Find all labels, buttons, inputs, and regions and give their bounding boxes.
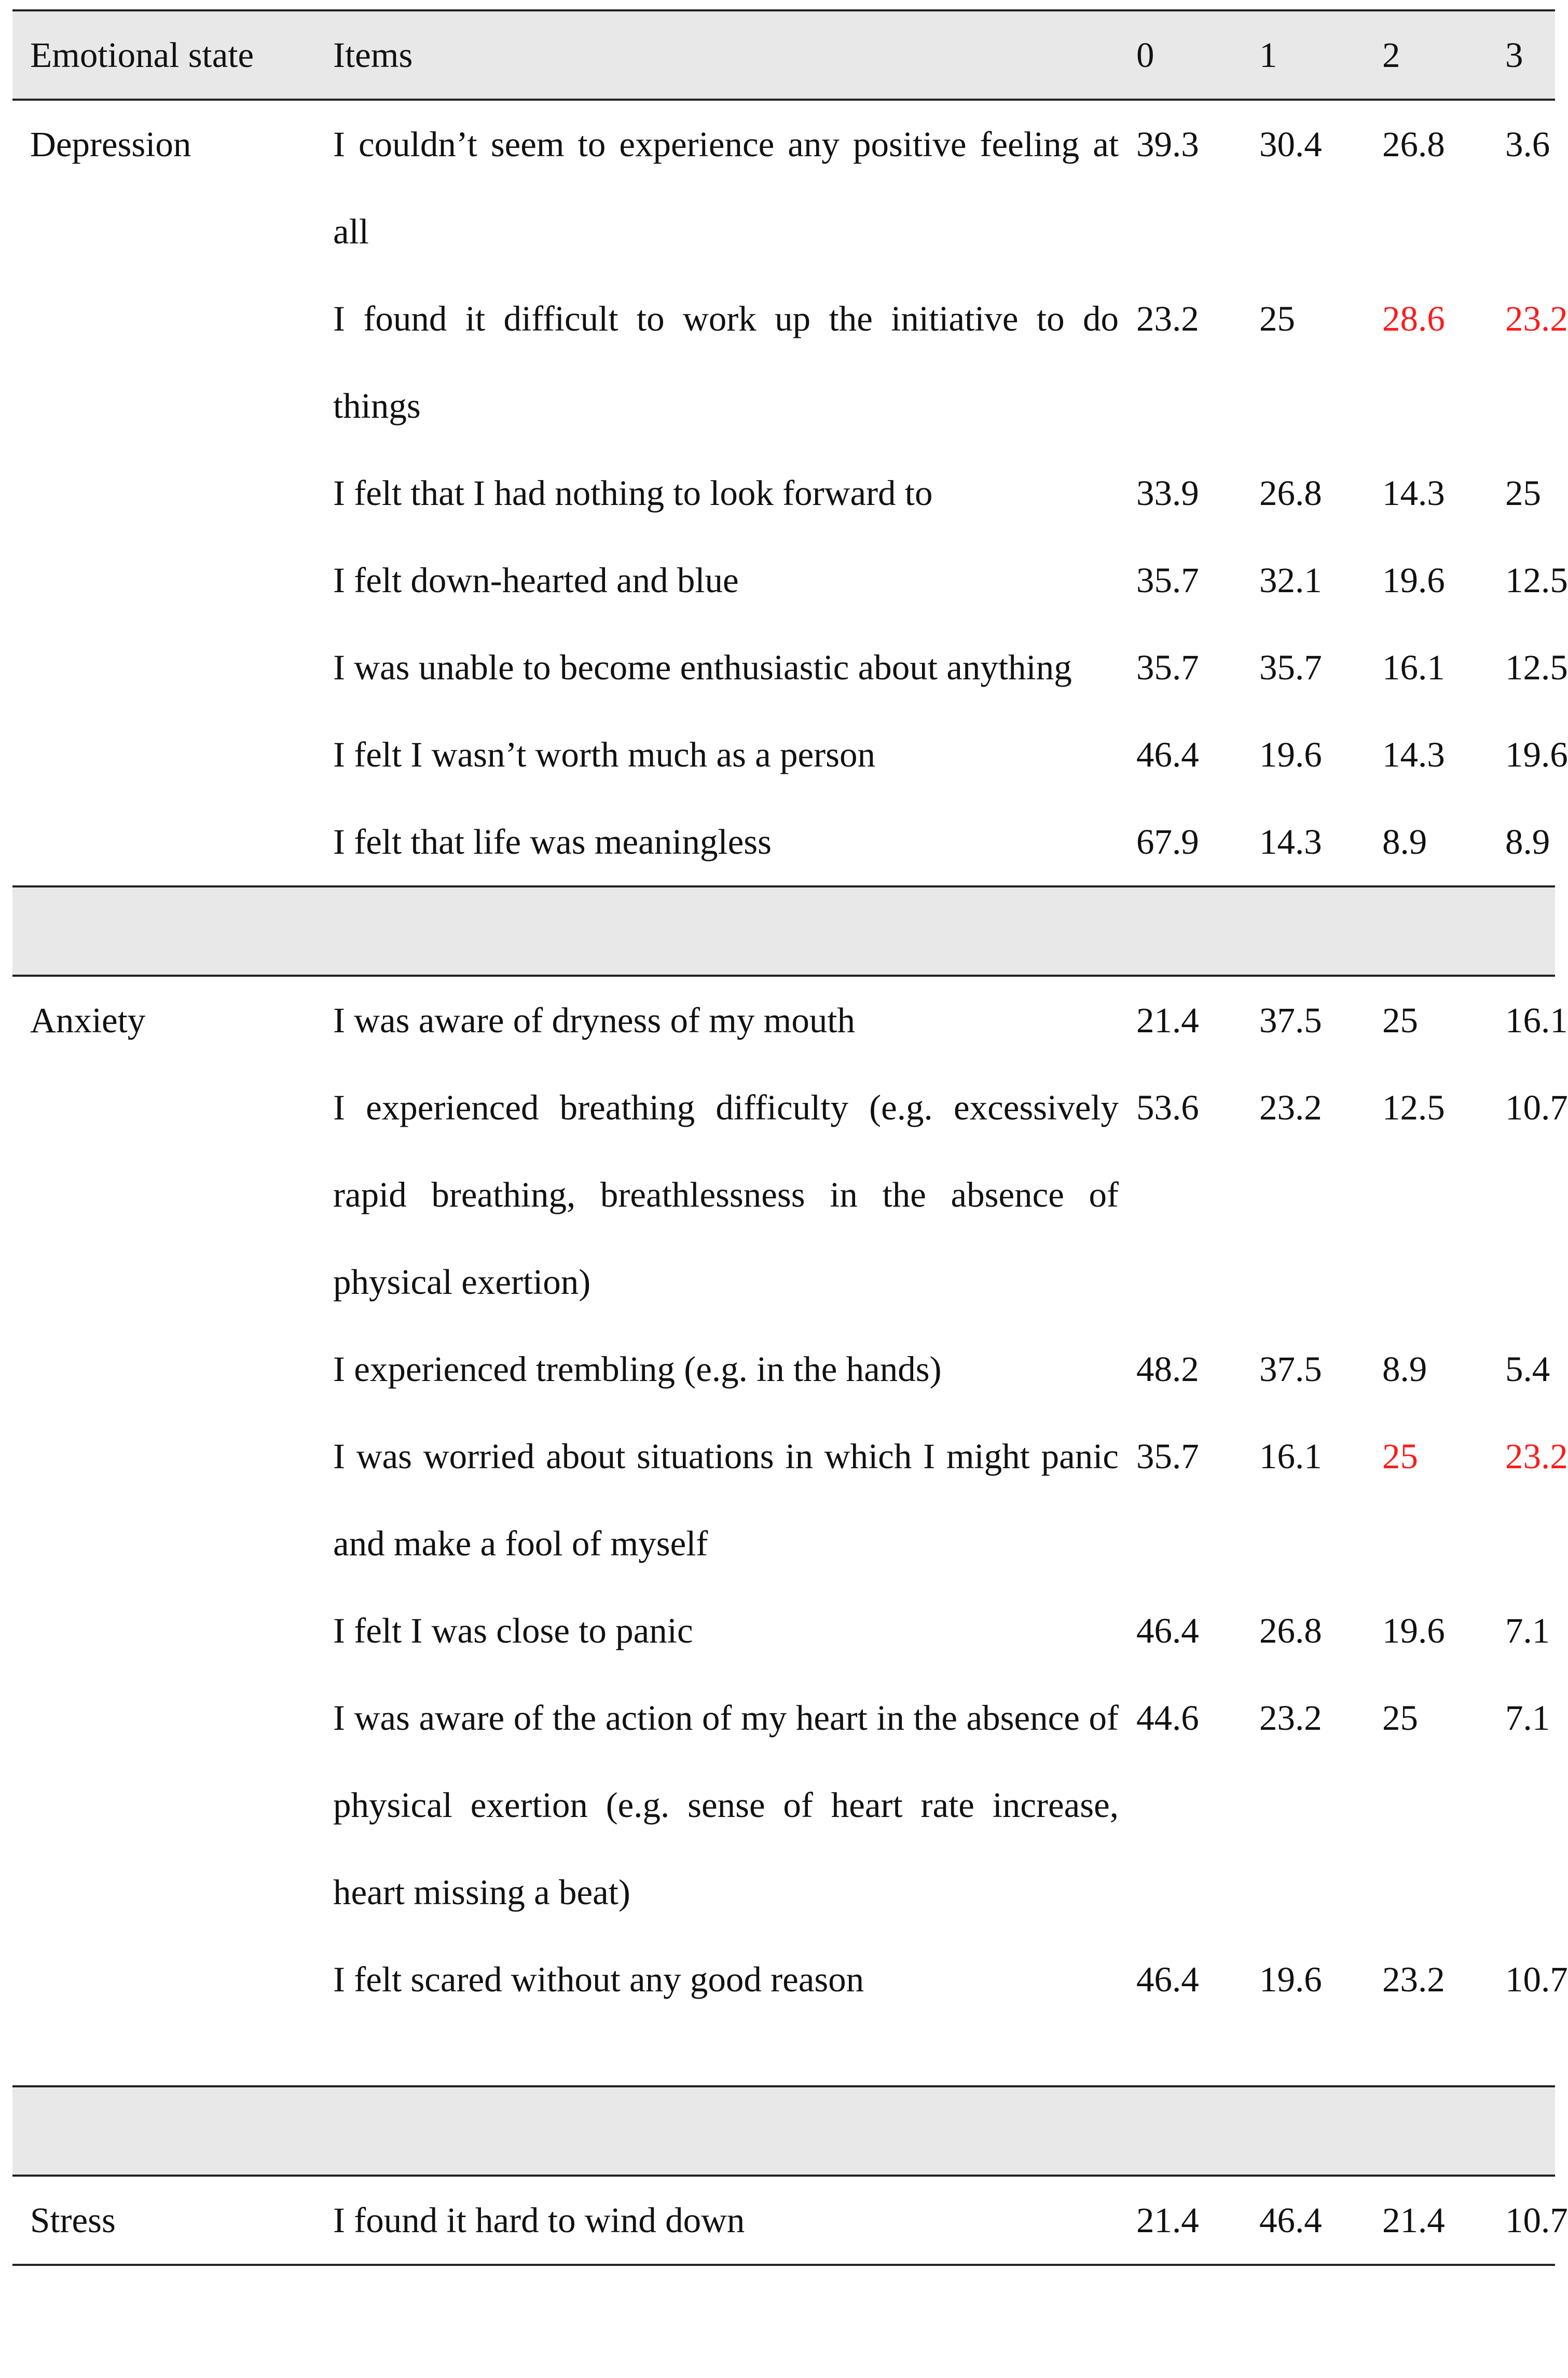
emotional-state-cell	[12, 1413, 333, 1587]
score-0-cell: 67.9	[1136, 822, 1199, 862]
table-body	[12, 100, 1568, 2265]
score-0-cell: 35.7	[1136, 648, 1199, 687]
score-0-cell: 46.4	[1136, 1611, 1199, 1650]
table-row	[12, 1064, 1555, 1325]
item-text: I felt scared without any good reason	[333, 1960, 864, 1999]
table-row	[12, 711, 1555, 798]
separator-cell	[12, 2086, 333, 2176]
spacer-row	[12, 2023, 1555, 2086]
emotional-state-cell: Stress	[12, 2176, 333, 2265]
table-row	[12, 1325, 1555, 1413]
spacer-cell	[1259, 2023, 1382, 2086]
table-row	[12, 2176, 1555, 2265]
item-text: I was unable to become enthusiastic about anything	[333, 648, 1072, 687]
score-0-cell: 44.6	[1136, 1698, 1199, 1738]
score-3-cell: 10.7	[1505, 2176, 1555, 2265]
header-score-3: 3	[1505, 10, 1555, 100]
table-row	[12, 449, 1555, 537]
score-0-cell: 39.3	[1136, 125, 1199, 164]
separator-cell	[1136, 2086, 1259, 2176]
score-2-cell: 8.9	[1382, 822, 1427, 862]
score-2-cell: 16.1	[1382, 648, 1445, 687]
emotional-state-cell	[12, 1325, 333, 1413]
score-2-cell: 25	[1382, 1698, 1418, 1738]
score-3-cell: 12.5	[1505, 561, 1568, 600]
spacer-cell	[1505, 2023, 1555, 2086]
item-text: I felt that I had nothing to look forward to	[333, 473, 933, 513]
header-score-2: 2	[1382, 10, 1505, 100]
emotional-state-cell	[12, 1587, 333, 1674]
score-1-cell: 26.8	[1259, 1611, 1322, 1650]
score-1-cell: 37.5	[1259, 1001, 1322, 1040]
score-3-cell: 7.1	[1505, 1611, 1550, 1650]
score-0-cell: 46.4	[1136, 735, 1199, 774]
score-1-cell: 25	[1259, 299, 1295, 338]
score-3-cell: 3.6	[1505, 125, 1550, 164]
score-1-cell: 46.4	[1259, 2176, 1382, 2265]
score-1-cell: 16.1	[1259, 1437, 1322, 1476]
score-2-cell: 14.3	[1382, 473, 1445, 513]
table-row	[12, 624, 1555, 711]
score-1-cell: 23.2	[1259, 1088, 1322, 1127]
table-row	[12, 1587, 1555, 1674]
score-2-cell: 21.4	[1382, 2176, 1505, 2265]
separator-cell	[1505, 886, 1555, 976]
score-0-cell: 33.9	[1136, 473, 1199, 513]
separator-cell	[1505, 2086, 1555, 2176]
score-2-cell: 23.2	[1382, 1960, 1445, 1999]
spacer-cell	[1136, 2023, 1259, 2086]
separator-cell	[333, 886, 1136, 976]
score-3-cell: 25	[1505, 473, 1541, 513]
score-1-cell: 32.1	[1259, 561, 1322, 600]
table-row	[12, 1674, 1555, 1936]
score-2-cell: 26.8	[1382, 125, 1445, 164]
score-3-cell: 19.6	[1505, 735, 1568, 774]
emotional-state-cell	[12, 798, 333, 886]
score-2-cell: 14.3	[1382, 735, 1445, 774]
score-1-cell: 30.4	[1259, 125, 1322, 164]
separator-cell	[1259, 886, 1382, 976]
item-text: I couldn’t seem to experience any positive feeling at all	[333, 125, 1119, 251]
table-row	[12, 798, 1555, 886]
score-2-cell: 25	[1382, 1437, 1418, 1476]
table-row	[12, 275, 1555, 449]
header-score-0: 0	[1136, 10, 1259, 100]
spacer-cell	[1382, 2023, 1505, 2086]
score-1-cell: 14.3	[1259, 822, 1322, 862]
separator-cell	[1259, 2086, 1382, 2176]
table-row	[12, 537, 1555, 624]
emotional-state-cell	[12, 275, 333, 449]
emotional-state-cell: Depression	[30, 125, 191, 164]
score-0-cell: 35.7	[1136, 1437, 1199, 1476]
emotional-state-table	[12, 9, 1568, 2266]
emotional-state-cell	[12, 711, 333, 798]
score-0-cell: 23.2	[1136, 299, 1199, 338]
emotional-state-cell: Anxiety	[30, 1001, 146, 1040]
header-score-1: 1	[1259, 10, 1382, 100]
item-text: I felt I wasn’t worth much as a person	[333, 735, 875, 774]
header-emotional-state: Emotional state	[12, 10, 333, 100]
emotional-state-cell	[12, 1064, 333, 1325]
score-3-cell: 10.7	[1505, 1088, 1568, 1127]
spacer-cell	[333, 2023, 1136, 2086]
emotional-state-cell	[12, 624, 333, 711]
separator-cell	[1136, 886, 1259, 976]
separator-cell	[1382, 2086, 1505, 2176]
score-3-cell: 23.2	[1505, 1437, 1568, 1476]
item-text: I felt down-hearted and blue	[333, 561, 739, 600]
emotional-state-cell	[12, 537, 333, 624]
spacer-cell	[12, 2023, 333, 2086]
score-2-cell: 8.9	[1382, 1349, 1427, 1389]
item-text: I was aware of dryness of my mouth	[333, 1001, 855, 1040]
score-3-cell: 16.1	[1505, 1001, 1568, 1040]
table-row	[12, 1413, 1555, 1587]
table-row	[12, 100, 1555, 275]
score-3-cell: 12.5	[1505, 648, 1568, 687]
separator-cell	[12, 886, 333, 976]
score-0-cell: 53.6	[1136, 1088, 1199, 1127]
emotional-state-cell	[12, 1674, 333, 1936]
group-separator-row	[12, 2086, 1555, 2176]
score-0-cell: 46.4	[1136, 1960, 1199, 1999]
score-3-cell: 23.2	[1505, 299, 1568, 338]
score-3-cell: 5.4	[1505, 1349, 1550, 1389]
emotional-state-cell	[12, 449, 333, 537]
score-0-cell: 48.2	[1136, 1349, 1199, 1389]
score-0-cell: 21.4	[1136, 2176, 1259, 2265]
separator-cell	[333, 2086, 1136, 2176]
score-0-cell: 35.7	[1136, 561, 1199, 600]
score-2-cell: 19.6	[1382, 561, 1445, 600]
table-row	[12, 1936, 1555, 2023]
separator-cell	[1382, 886, 1505, 976]
score-3-cell: 8.9	[1505, 822, 1550, 862]
score-2-cell: 19.6	[1382, 1611, 1445, 1650]
score-1-cell: 19.6	[1259, 1960, 1322, 1999]
item-text: I felt I was close to panic	[333, 1611, 693, 1650]
item-text: I experienced breathing difficulty (e.g. excessively rapid breathing, breathlessness in the absence of physical exertion)	[333, 1088, 1119, 1302]
item-text: I was aware of the action of my heart in the absence of physical exertion (e.g. sense of heart rate increase, heart missing a beat)	[333, 1698, 1119, 1912]
score-1-cell: 19.6	[1259, 735, 1322, 774]
item-text: I was worried about situations in which I might panic and make a fool of myself	[333, 1437, 1119, 1563]
score-1-cell: 26.8	[1259, 473, 1322, 513]
score-1-cell: 37.5	[1259, 1349, 1322, 1389]
emotional-state-cell	[12, 1936, 333, 2023]
score-1-cell: 35.7	[1259, 648, 1322, 687]
score-0-cell: 21.4	[1136, 1001, 1199, 1040]
table-header-row	[12, 10, 1555, 100]
header-items: Items	[333, 10, 1136, 100]
score-3-cell: 10.7	[1505, 1960, 1568, 1999]
table-row	[12, 976, 1555, 1064]
item-text: I felt that life was meaningless	[333, 822, 772, 862]
item-text: I found it difficult to work up the initiative to do things	[333, 299, 1119, 426]
score-2-cell: 25	[1382, 1001, 1418, 1040]
score-3-cell: 7.1	[1505, 1698, 1550, 1738]
score-2-cell: 12.5	[1382, 1088, 1445, 1127]
item-text: I experienced trembling (e.g. in the hands)	[333, 1349, 942, 1389]
group-separator-row	[12, 886, 1555, 976]
score-1-cell: 23.2	[1259, 1698, 1322, 1738]
score-2-cell: 28.6	[1382, 299, 1445, 338]
item-text: I found it hard to wind down	[333, 2176, 1136, 2265]
